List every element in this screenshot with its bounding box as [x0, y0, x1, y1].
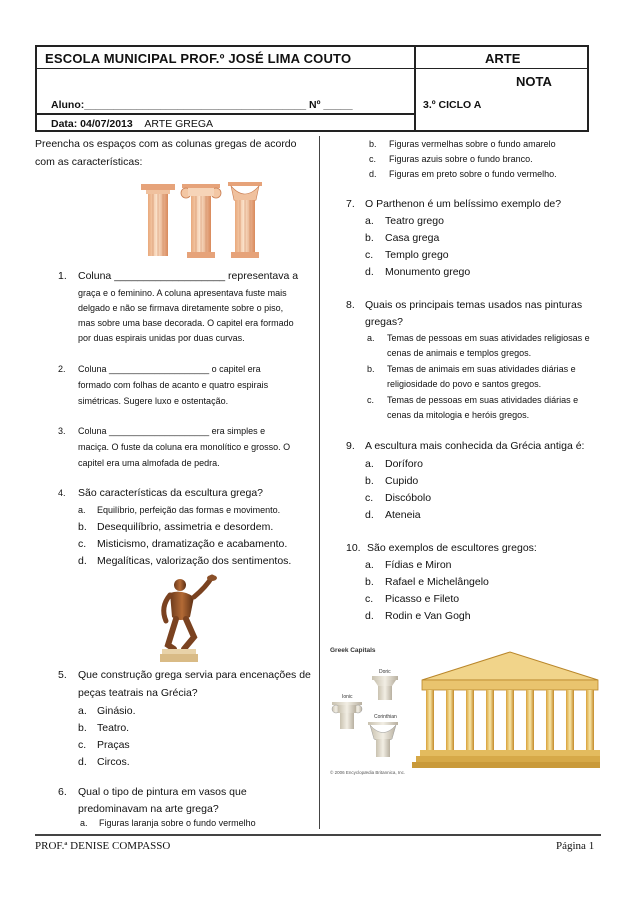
q5-option-d-letter: d.	[78, 756, 87, 768]
q2-line-1: Coluna ____________________ o capitel era	[78, 364, 261, 374]
greek-temple-image	[322, 640, 600, 780]
q7-option-b[interactable]: Casa grega	[385, 232, 440, 244]
q4-option-c[interactable]: Misticismo, dramatização e acabamento.	[97, 538, 288, 550]
q6-number: 6.	[58, 786, 67, 798]
q6-option-c[interactable]: Figuras azuis sobre o fundo branco.	[389, 154, 533, 164]
q10-option-a-letter: a.	[365, 559, 374, 571]
image-credit: © 2006 Encyclopædia Britannica, Inc.	[330, 770, 406, 775]
q8-line-1: Quais os principais temas usados nas pinturas	[365, 299, 583, 311]
q9-option-c[interactable]: Discóbolo	[385, 492, 432, 504]
q6-option-c-letter: c.	[369, 154, 377, 164]
q6-option-a[interactable]: Figuras laranja sobre o fundo vermelho	[99, 818, 256, 828]
q8-option-c-line-1[interactable]: Temas de pessoas em suas atividades diárias e	[387, 395, 579, 405]
q1-line-2: graça e o feminino. A coluna apresentava fuste mais	[78, 288, 287, 298]
q9-number: 9.	[346, 440, 355, 452]
corinthian-label: Corinthian	[374, 714, 397, 720]
q4-text: São características da escultura grega?	[78, 487, 264, 499]
q7-option-b-letter: b.	[365, 232, 374, 244]
q10-option-b-letter: b.	[365, 576, 374, 588]
q2-line-2: formado com folhas de acanto e quatro espirais	[78, 380, 269, 390]
q4-option-d[interactable]: Megalíticas, valorização dos sentimentos.	[97, 555, 292, 567]
ionic-capital	[332, 694, 362, 729]
q4-option-a[interactable]: Equilíbrio, perfeição das formas e movimento.	[97, 505, 281, 515]
cycle-label: 3.º CICLO A	[423, 99, 482, 111]
q3-number: 3.	[58, 426, 66, 436]
column-divider	[319, 136, 320, 829]
greek-columns-image	[138, 180, 264, 260]
q7-option-a-letter: a.	[365, 215, 374, 227]
q8-option-c-letter: c.	[367, 395, 375, 405]
q10-option-c-letter: c.	[365, 593, 374, 605]
ionic-column	[181, 184, 221, 258]
q1-line-3: delgado e não se firmava diretamente sobre o piso,	[78, 303, 284, 313]
q6-option-a-letter: a.	[80, 818, 88, 828]
header-bottom-rule	[37, 113, 414, 115]
q5-number: 5.	[58, 669, 67, 681]
q6-option-d[interactable]: Figuras em preto sobre o fundo vermelho.	[389, 169, 557, 179]
q5-option-c-letter: c.	[78, 739, 87, 751]
q10-text: São exemplos de escultores gregos:	[367, 542, 537, 554]
q9-option-d-letter: d.	[365, 509, 374, 521]
q4-option-b[interactable]: Desequilíbrio, assimetria e desordem.	[97, 521, 274, 533]
q6-option-b[interactable]: Figuras vermelhas sobre o fundo amarelo	[389, 139, 556, 149]
q4-option-b-letter: b.	[78, 521, 87, 533]
q9-text: A escultura mais conhecida da Grécia antiga é:	[365, 440, 585, 452]
footer-rule	[35, 834, 601, 836]
q2-line-3: simétricas. Sugere luxo e ostentação.	[78, 396, 229, 406]
q10-option-d[interactable]: Rodin e Van Gogh	[385, 610, 471, 622]
header-box	[35, 45, 589, 132]
date-row	[51, 118, 213, 130]
doric-capital	[372, 669, 398, 700]
q9-option-b[interactable]: Cupido	[385, 475, 419, 487]
intro-line-2: com as características:	[35, 156, 143, 168]
intro-line-1: Preencha os espaços com as colunas gregas de acordo	[35, 138, 297, 150]
q8-number: 8.	[346, 299, 355, 311]
q8-option-b-line-1[interactable]: Temas de animais em suas atividades diárias e	[387, 364, 576, 374]
q8-option-a-line-2[interactable]: cenas de animais e templos gregos.	[387, 348, 532, 358]
q5-option-c[interactable]: Praças	[97, 739, 130, 751]
doric-column	[141, 184, 175, 256]
school-name: ESCOLA MUNICIPAL PROF.º JOSÉ LIMA COUTO	[45, 51, 352, 66]
q1-line-1: Coluna ___________________ representava a	[78, 270, 299, 282]
q1-line-5: por duas espirais unidas por duas curvas.	[78, 333, 245, 343]
q7-option-c-letter: c.	[365, 249, 374, 261]
q3-line-2: maciça. O fuste da coluna era monolítico e grosso. O	[78, 442, 291, 452]
q5-option-a[interactable]: Ginásio.	[97, 705, 136, 717]
q6-line-1: Qual o tipo de pintura em vasos que	[78, 786, 247, 798]
q7-text: O Parthenon é um belíssimo exemplo de?	[365, 198, 562, 210]
doric-label: Doric	[379, 669, 391, 675]
q6-line-2: predominavam na arte grega?	[78, 803, 219, 815]
q6-option-b-letter: b.	[369, 139, 377, 149]
q5-option-b-letter: b.	[78, 722, 87, 734]
q7-option-d[interactable]: Monumento grego	[385, 266, 471, 278]
q5-option-b[interactable]: Teatro.	[97, 722, 130, 734]
q1-line-4: mas sobre uma base decorada. O capitel era formado	[78, 318, 294, 328]
q10-option-a[interactable]: Fídias e Miron	[385, 559, 452, 571]
q7-option-c[interactable]: Templo grego	[385, 249, 449, 261]
header-divider	[414, 47, 416, 132]
q5-line-1: Que construção grega servia para encenações de	[78, 669, 311, 681]
q7-number: 7.	[346, 198, 355, 210]
q5-option-d[interactable]: Circos.	[97, 756, 130, 768]
q9-option-a-letter: a.	[365, 458, 374, 470]
q3-line-3: capitel era uma almofada de pedra.	[78, 458, 220, 468]
corinthian-column	[228, 182, 262, 258]
q9-option-d[interactable]: Ateneia	[385, 509, 421, 521]
q9-option-b-letter: b.	[365, 475, 374, 487]
q6-option-d-letter: d.	[369, 169, 377, 179]
footer-page-number: Página 1	[556, 840, 595, 852]
q9-option-c-letter: c.	[365, 492, 374, 504]
q7-option-d-letter: d.	[365, 266, 374, 278]
q8-option-b-line-2[interactable]: religiosidade do povo e santos gregos.	[387, 379, 542, 389]
q3-line-1: Coluna ____________________ era simples e	[78, 426, 266, 436]
q4-option-a-letter: a.	[78, 505, 86, 515]
q8-line-2: gregas?	[365, 316, 403, 328]
q4-number: 4.	[58, 488, 66, 498]
ionic-label: Ionic	[342, 694, 353, 700]
q10-option-c[interactable]: Picasso e Fileto	[385, 593, 460, 605]
q1-number: 1.	[58, 270, 67, 282]
temple-building	[412, 652, 600, 768]
q8-option-a-line-1[interactable]: Temas de pessoas em suas atividades religiosas e	[387, 333, 590, 343]
q2-number: 2.	[58, 364, 66, 374]
q10-number: 10.	[346, 542, 361, 554]
corinthian-capital	[368, 714, 398, 757]
q8-option-a-letter: a.	[367, 333, 375, 343]
q9-option-a[interactable]: Doríforo	[385, 458, 423, 470]
student-field[interactable]: Aluno:______________________________________ Nº _____	[51, 99, 353, 111]
q10-option-d-letter: d.	[365, 610, 374, 622]
date-label: Data: 04/07/2013	[51, 118, 133, 130]
footer-teacher: PROF.ª DENISE COMPASSO	[35, 840, 171, 852]
q5-option-a-letter: a.	[78, 705, 87, 717]
q8-option-c-line-2[interactable]: cenas da mitologia e heróis gregos.	[387, 410, 530, 420]
q4-option-c-letter: c.	[78, 538, 87, 550]
temple-title: Greek Capitals	[330, 647, 376, 654]
q7-option-a[interactable]: Teatro grego	[385, 215, 444, 227]
discobolus-statue-image	[150, 573, 220, 665]
q5-line-2: peças teatrais na Grécia?	[78, 687, 198, 699]
q8-option-b-letter: b.	[367, 364, 375, 374]
grade-label: NOTA	[516, 74, 552, 89]
topic-label: ARTE GREGA	[144, 118, 214, 130]
q10-option-b[interactable]: Rafael e Michelângelo	[385, 576, 489, 588]
q4-option-d-letter: d.	[78, 555, 87, 567]
subject-name: ARTE	[485, 51, 521, 66]
